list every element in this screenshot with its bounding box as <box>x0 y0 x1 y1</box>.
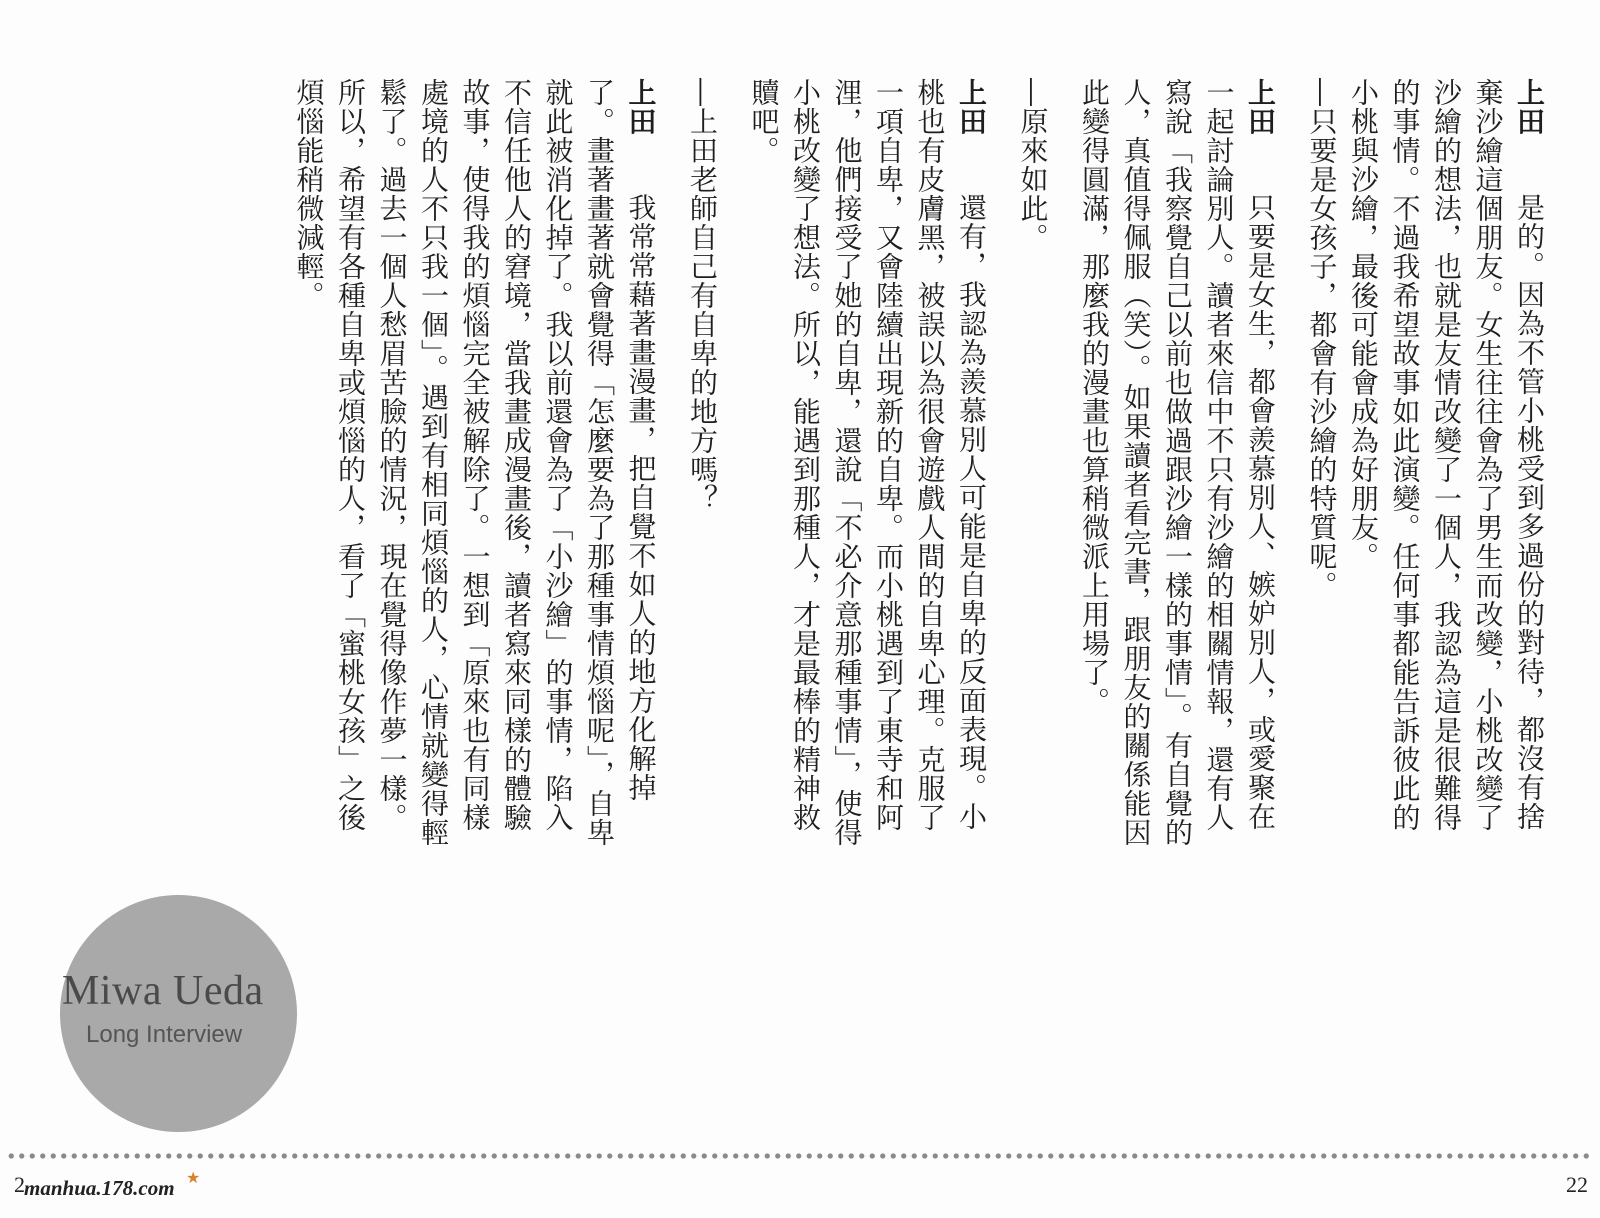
badge-title: Miwa Ueda <box>62 968 264 1014</box>
interview-text <box>80 78 1550 858</box>
interview-badge <box>60 895 297 1132</box>
question-paragraph <box>682 78 724 858</box>
speaker-label: 上田 <box>1513 78 1546 136</box>
answer-paragraph <box>1074 78 1282 858</box>
paragraph-text: 只要是女生，都會羨慕別人、嫉妒別人，或愛聚在一起討論別人。讀者來信中不只有沙繪的相關情報，還有人寫說「我察覺自己以前也做過跟沙繪一樣的事情」。有自覺的人，真值得佩服（笑）。如果讀者看完書，跟朋友的關係能因此變得圓滿，那麼我的漫畫也算稍微派上用場了。 <box>1078 78 1277 847</box>
question-paragraph <box>1301 78 1343 858</box>
speaker-label: 上田 <box>955 78 988 136</box>
star-icon: ★ <box>186 1168 201 1187</box>
speaker-label: 上田 <box>1244 78 1277 136</box>
right-page-number: 22 <box>1566 1172 1588 1197</box>
badge-subtitle: Long Interview <box>86 1021 243 1048</box>
paragraph-text: 是的。因為不管小桃受到多過份的對待，都沒有捨棄沙繪這個朋友。女生往往會為了男生而改變，小桃改變了沙繪的想法，也就是友情改變了一個人，我認為這是很難得的事情。不過我希望故事如此演變。任何事都能告訴彼此的小桃與沙繪，最後可能會成為好朋友。 <box>1347 78 1546 832</box>
left-page-number: 2 <box>14 1172 25 1197</box>
paragraph-text: ―上田老師自己有自卑的地方嗎？ <box>686 78 719 513</box>
answer-paragraph <box>1343 78 1551 858</box>
dotted-divider <box>6 1152 1594 1160</box>
question-paragraph <box>1012 78 1054 858</box>
answer-paragraph <box>743 78 992 858</box>
watermark: manhua.178.com <box>24 1176 175 1200</box>
paragraph-text: 我常常藉著畫漫畫，把自覺不如人的地方化解掉了。畫著畫著就會覺得「怎麼要為了那種事情煩惱呢」，自卑就此被消化掉了。我以前還會為了「小沙繪」的事情，陷入不信任他人的窘境，當我畫成漫畫後，讀者寫來同樣的體驗故事，使得我的煩惱完全被解除了。一想到「原來也有同樣處境的人不只我一個」。遇到有相同煩惱的人，心情就變得輕鬆了。過去一個人愁眉苦臉的情況，現在覺得像作夢一樣。所以，希望有各種自卑或煩惱的人，看了「蜜桃女孩」之後煩惱能稍微減輕。 <box>292 78 658 847</box>
paragraph-text: ―原來如此。 <box>1016 78 1050 252</box>
paragraph-text: ―只要是女孩子，都會有沙繪的特質呢。 <box>1305 78 1339 600</box>
speaker-label: 上田 <box>624 78 658 136</box>
answer-paragraph <box>288 78 662 858</box>
paragraph-text: 還有，我認為羨慕別人可能是自卑的反面表現。小桃也有皮膚黑，被誤以為很會遊戲人間的自卑心理。克服了一項自卑，又會陸續出現新的自卑。而小桃遇到了東寺和阿浬，他們接受了她的自卑，還說「不必介意那種事情」，使得小桃改變了想法。所以，能遇到那種人，才是最棒的精神救贖吧。 <box>747 78 988 847</box>
